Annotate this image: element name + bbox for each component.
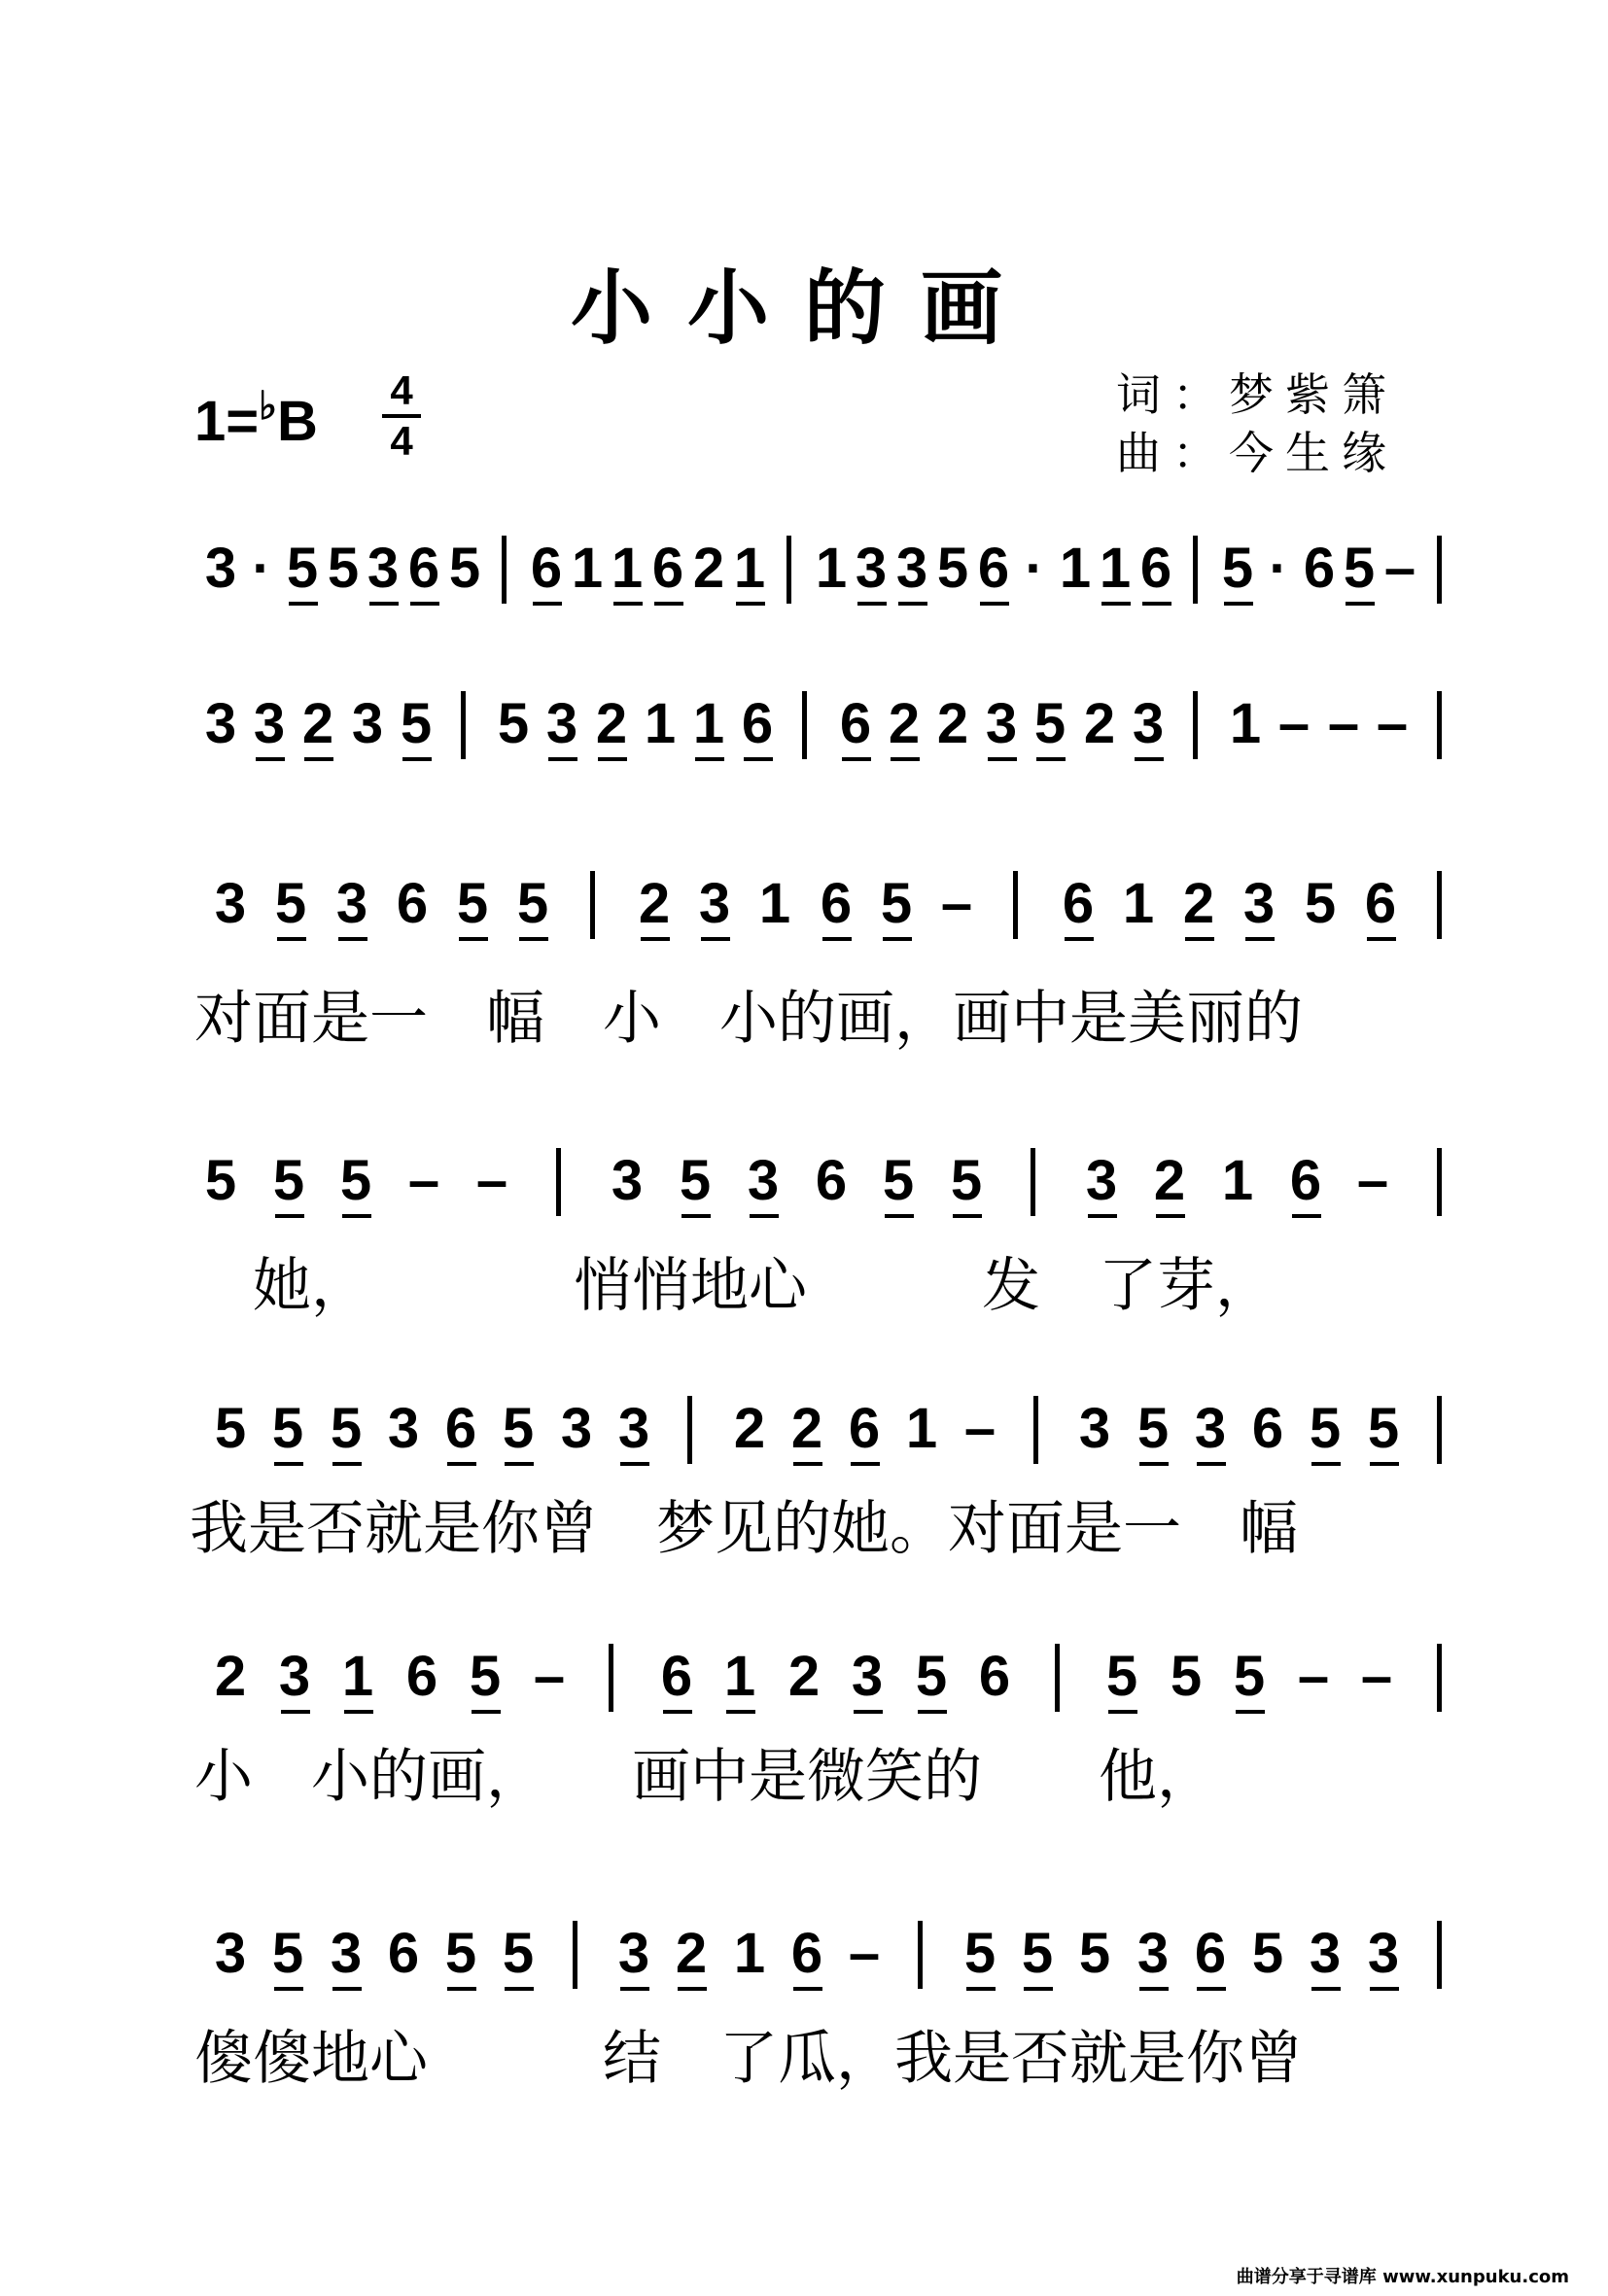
footer-watermark: 曲谱分享于寻谱库 www.xunpuku.com (1236, 2267, 1569, 2287)
note: 5 (1170, 1645, 1203, 1708)
lyric-line: 傻傻地心 结 了瓜，我是否就是你曾 (194, 2025, 1303, 2093)
note: 3 (1242, 872, 1276, 935)
note: 6 (387, 1922, 420, 1985)
note: 5 (214, 1397, 247, 1460)
note: 6 (848, 1397, 881, 1460)
note: 5 (448, 537, 481, 600)
barline (1437, 536, 1442, 604)
lyric-line: 对面是一 幅 小 小的画，画中是美丽的 (194, 985, 1303, 1053)
rhythm-underline (1065, 937, 1094, 941)
note: 3 (617, 1397, 650, 1460)
rhythm-underline (472, 1710, 501, 1714)
note: 3 (335, 872, 368, 935)
barline (502, 536, 507, 604)
note: 3 (1367, 1922, 1400, 1985)
note: 6 (1364, 872, 1397, 935)
rhythm-underline (822, 937, 852, 941)
rhythm-underline (842, 757, 871, 761)
notation-row (209, 1922, 1419, 2002)
note: 2 (787, 1645, 821, 1708)
barline (1193, 691, 1198, 759)
note: 1 (723, 1645, 756, 1708)
note: 3 (387, 1397, 420, 1460)
barline (1031, 1148, 1035, 1216)
note: 3 (698, 872, 731, 935)
rhythm-underline (1135, 757, 1164, 761)
note: 5 (882, 1149, 915, 1212)
note: 3 (204, 537, 237, 600)
note: 6 (660, 1645, 693, 1708)
dash-extension: – (1356, 1149, 1389, 1212)
note: 5 (469, 1645, 502, 1708)
rhythm-underline (447, 1987, 476, 1991)
note: 5 (400, 692, 433, 755)
note: 1 (571, 537, 604, 600)
note: 1 (692, 692, 725, 755)
note: 6 (405, 1645, 438, 1708)
dash-extension: – (1277, 692, 1311, 755)
note: 3 (330, 1922, 363, 1985)
rhythm-underline (654, 602, 683, 606)
note: 1 (1221, 1149, 1254, 1212)
rhythm-underline (533, 602, 562, 606)
note: 6 (1139, 537, 1172, 600)
dash-extension: – (1376, 692, 1409, 755)
note: 6 (839, 692, 872, 755)
rhythm-underline (1197, 1462, 1226, 1466)
rhythm-underline (1224, 602, 1253, 606)
note: 5 (502, 1922, 535, 1985)
note: 6 (1062, 872, 1095, 935)
rhythm-underline (410, 602, 439, 606)
note: 6 (530, 537, 563, 600)
rhythm-underline (851, 1462, 880, 1466)
note: 3 (560, 1397, 593, 1460)
note: 1 (644, 692, 677, 755)
rhythm-underline (332, 1987, 362, 1991)
note: 2 (638, 872, 671, 935)
rhythm-underline (1185, 937, 1214, 941)
rhythm-underline (402, 757, 432, 761)
note: 1 (815, 537, 848, 600)
rhythm-underline (289, 602, 318, 606)
barline (1437, 1396, 1442, 1464)
dash-extension: – (475, 1149, 508, 1212)
note: 3 (367, 537, 400, 600)
key-prefix: 1= (194, 390, 260, 453)
note: 3 (895, 537, 928, 600)
rhythm-underline (918, 1710, 947, 1714)
key-signature (194, 384, 318, 454)
notation-row (209, 1645, 1419, 1725)
note: 3 (1132, 692, 1165, 755)
note: 2 (1182, 872, 1215, 935)
note: 6 (651, 537, 684, 600)
rhythm-underline (678, 1987, 707, 1991)
note: 5 (1367, 1397, 1400, 1460)
note: 5 (950, 1149, 983, 1212)
note: 3 (1085, 1149, 1118, 1212)
note: 5 (444, 1922, 477, 1985)
note: 1 (1059, 537, 1092, 600)
dash-extension: – (1297, 1645, 1330, 1708)
barline (1013, 871, 1018, 939)
rhythm-underline (1245, 937, 1275, 941)
rhythm-underline (857, 602, 887, 606)
note: 2 (301, 692, 334, 755)
rhythm-underline (793, 1987, 822, 1991)
barline (556, 1148, 561, 1216)
note: 1 (733, 1922, 766, 1985)
barline (573, 1921, 577, 1989)
note: 1 (758, 872, 791, 935)
note: 5 (497, 692, 530, 755)
rhythm-underline (793, 1462, 822, 1466)
note: 5 (502, 1397, 535, 1460)
rhythm-underline (750, 1214, 779, 1218)
note: 2 (1083, 692, 1116, 755)
note: 6 (1303, 537, 1336, 600)
rhythm-underline (854, 1710, 883, 1714)
note: 6 (396, 872, 429, 935)
note: 1 (1229, 692, 1262, 755)
rhythm-underline (304, 757, 333, 761)
rhythm-underline (988, 757, 1017, 761)
dash-extension: – (963, 1397, 996, 1460)
note: 5 (1304, 872, 1337, 935)
barline (918, 1921, 923, 1989)
rhythm-underline (277, 937, 306, 941)
rhythm-underline (620, 1987, 649, 1991)
rhythm-underline (342, 1214, 371, 1218)
note: 2 (214, 1645, 247, 1708)
note: 3 (278, 1645, 311, 1708)
note: 5 (1105, 1645, 1138, 1708)
notation-row (209, 1397, 1419, 1478)
rhythm-underline (274, 1462, 303, 1466)
note: 6 (741, 692, 774, 755)
note: 3 (214, 872, 247, 935)
note: 1 (611, 537, 644, 600)
rhythm-underline (344, 1710, 373, 1714)
rhythm-underline (1370, 1462, 1399, 1466)
rhythm-underline (883, 937, 912, 941)
note: 5 (516, 872, 549, 935)
rhythm-underline (953, 1214, 982, 1218)
note: 6 (444, 1397, 477, 1460)
rhythm-underline (641, 937, 670, 941)
note: 2 (675, 1922, 708, 1985)
note: 3 (545, 692, 578, 755)
rhythm-underline (898, 602, 927, 606)
dash-extension: – (940, 872, 973, 935)
note: 6 (978, 1645, 1011, 1708)
note: 6 (407, 537, 440, 600)
note: 2 (936, 692, 969, 755)
dot-augment: · (1025, 537, 1044, 600)
note: 5 (963, 1922, 996, 1985)
barline (1033, 1396, 1038, 1464)
note: 3 (611, 1149, 644, 1212)
dash-extension: – (1360, 1645, 1393, 1708)
rhythm-underline (980, 602, 1009, 606)
dash-extension: – (533, 1645, 566, 1708)
rhythm-underline (1156, 1214, 1185, 1218)
note: 5 (327, 537, 360, 600)
note: 5 (880, 872, 913, 935)
rhythm-underline (1311, 1987, 1341, 1991)
note: 3 (985, 692, 1018, 755)
note: 3 (214, 1922, 247, 1985)
note: 2 (1153, 1149, 1186, 1212)
barline (1055, 1644, 1060, 1712)
time-top: 4 (390, 367, 413, 413)
rhythm-underline (1346, 602, 1375, 606)
note: 3 (1309, 1922, 1342, 1985)
rhythm-underline (281, 1710, 310, 1714)
note: 5 (271, 1922, 304, 1985)
note: 6 (1251, 1397, 1284, 1460)
note: 5 (1021, 1922, 1054, 1985)
rhythm-underline (1036, 757, 1066, 761)
barline (1437, 691, 1442, 759)
note: 6 (820, 872, 853, 935)
rhythm-underline (332, 1462, 362, 1466)
barline (802, 691, 807, 759)
rhythm-underline (1367, 937, 1396, 941)
barline (1437, 1148, 1442, 1216)
time-bottom: 4 (390, 418, 413, 464)
rhythm-underline (548, 757, 577, 761)
rhythm-underline (613, 602, 643, 606)
note: 3 (1078, 1397, 1111, 1460)
note: 2 (692, 537, 725, 600)
rhythm-underline (701, 937, 730, 941)
note: 5 (936, 537, 969, 600)
rhythm-underline (505, 1462, 534, 1466)
rhythm-underline (447, 1462, 476, 1466)
note: 1 (1122, 872, 1155, 935)
note: 5 (1233, 1645, 1266, 1708)
dash-extension: – (407, 1149, 440, 1212)
rhythm-underline (663, 1710, 692, 1714)
note: 3 (851, 1645, 884, 1708)
note: 2 (595, 692, 628, 755)
rhythm-underline (519, 937, 548, 941)
note: 3 (855, 537, 888, 600)
dash-extension: – (1327, 692, 1360, 755)
notation-row (199, 539, 1419, 617)
note: 6 (977, 537, 1010, 600)
note: 1 (905, 1397, 938, 1460)
rhythm-underline (459, 937, 488, 941)
rhythm-underline (1139, 1987, 1169, 1991)
note: 5 (272, 1149, 305, 1212)
note: 3 (747, 1149, 780, 1212)
rhythm-underline (1088, 1214, 1117, 1218)
key-note: B (277, 390, 318, 453)
time-signature (382, 369, 421, 463)
note: 6 (790, 1922, 823, 1985)
rhythm-underline (275, 1214, 304, 1218)
note: 1 (341, 1645, 374, 1708)
rhythm-underline (682, 1214, 711, 1218)
note: 5 (456, 872, 489, 935)
rhythm-underline (369, 602, 399, 606)
barline (1437, 1921, 1442, 1989)
note: 5 (286, 537, 319, 600)
rhythm-underline (1142, 602, 1171, 606)
note: 2 (888, 692, 921, 755)
rhythm-underline (966, 1987, 996, 1991)
note: 3 (253, 692, 286, 755)
note: 3 (351, 692, 384, 755)
dot-augment: · (1269, 537, 1288, 600)
note: 2 (790, 1397, 823, 1460)
lyricist-credit: 词：梦紫箫 (1116, 368, 1398, 421)
rhythm-underline (1139, 1462, 1169, 1466)
note: 1 (733, 537, 766, 600)
barline (461, 691, 466, 759)
note: 5 (1221, 537, 1254, 600)
barline (1193, 536, 1198, 604)
rhythm-underline (1311, 1462, 1341, 1466)
barline (609, 1644, 613, 1712)
song-title: 小小的画 (570, 261, 1037, 356)
rhythm-underline (505, 1987, 534, 1991)
rhythm-underline (891, 757, 920, 761)
dot-augment: · (252, 537, 271, 600)
note: 3 (1194, 1397, 1227, 1460)
rhythm-underline (1101, 602, 1131, 606)
note: 5 (679, 1149, 712, 1212)
lyric-line: 我是否就是你曾 梦见的她。对面是一 幅 (190, 1495, 1298, 1563)
note: 5 (915, 1645, 948, 1708)
dash-extension: – (1383, 537, 1416, 600)
barline (1437, 871, 1442, 939)
note: 6 (1289, 1149, 1322, 1212)
note: 6 (815, 1149, 848, 1212)
flat-sign: ♭ (259, 385, 278, 428)
rhythm-underline (1108, 1710, 1137, 1714)
note: 3 (617, 1922, 650, 1985)
rhythm-underline (1236, 1710, 1265, 1714)
rhythm-underline (726, 1710, 755, 1714)
notation-row (199, 1149, 1419, 1230)
note: 1 (1099, 537, 1132, 600)
composer-credit: 曲：今生缘 (1116, 427, 1398, 479)
rhythm-underline (1197, 1987, 1226, 1991)
note: 5 (339, 1149, 372, 1212)
note: 5 (330, 1397, 363, 1460)
notation-row (199, 692, 1419, 773)
rhythm-underline (744, 757, 773, 761)
notation-row (209, 872, 1419, 953)
note: 5 (1251, 1922, 1284, 1985)
note: 5 (1343, 537, 1376, 600)
barline (787, 536, 791, 604)
barline (1437, 1644, 1442, 1712)
note: 3 (1136, 1922, 1170, 1985)
note: 5 (1136, 1397, 1170, 1460)
note: 5 (204, 1149, 237, 1212)
note: 5 (1033, 692, 1066, 755)
dash-extension: – (848, 1922, 881, 1985)
barline (687, 1396, 692, 1464)
lyric-line: 小 小的画， 画中是微笑的 他， (194, 1743, 1215, 1811)
note: 6 (1194, 1922, 1227, 1985)
note: 5 (274, 872, 307, 935)
rhythm-underline (598, 757, 627, 761)
rhythm-underline (1292, 1214, 1321, 1218)
rhythm-underline (338, 937, 367, 941)
rhythm-underline (1024, 1987, 1053, 1991)
rhythm-underline (256, 757, 285, 761)
rhythm-underline (736, 602, 765, 606)
lyric-line: 她， 悄悄地心 发 了芽， (194, 1252, 1274, 1320)
note: 3 (204, 692, 237, 755)
rhythm-underline (620, 1462, 649, 1466)
rhythm-underline (274, 1987, 303, 1991)
rhythm-underline (1370, 1987, 1399, 1991)
note: 5 (1309, 1397, 1342, 1460)
note: 5 (1078, 1922, 1111, 1985)
note: 2 (733, 1397, 766, 1460)
barline (590, 871, 595, 939)
note: 5 (271, 1397, 304, 1460)
rhythm-underline (885, 1214, 914, 1218)
rhythm-underline (695, 757, 724, 761)
